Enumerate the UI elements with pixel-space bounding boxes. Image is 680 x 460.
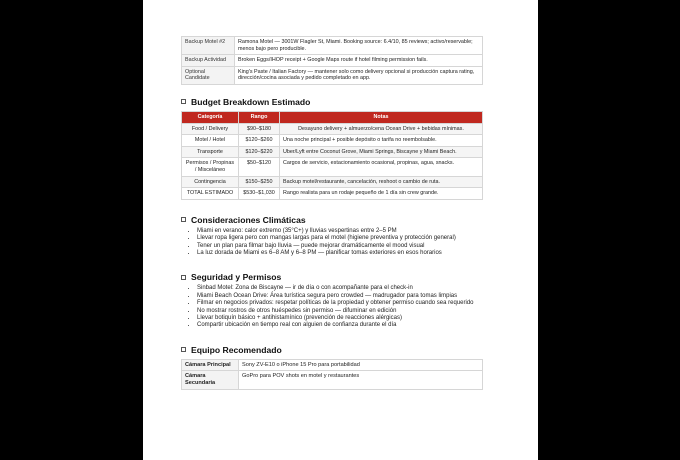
cell-category: Permisos / Propinas / Misceláneo — [182, 158, 239, 176]
cell-note: Rango realista para un rodaje pequeño de 1 día sin crew grande. — [280, 188, 483, 200]
table-row — [182, 37, 483, 55]
equipment-key: Cámara Secundaria — [182, 371, 239, 389]
row-key: Backup Motel #2 — [182, 37, 235, 55]
security-title: Seguridad y Permisos — [191, 272, 282, 283]
list-item: • Miami Beach Ocean Drive: Área turística segura pero crowded — madrugador para tomas limpias — [197, 293, 483, 300]
security-heading — [181, 272, 483, 282]
table-row-total — [182, 188, 483, 200]
table-row — [182, 371, 483, 389]
climate-heading — [181, 215, 483, 225]
table-row — [182, 123, 483, 135]
table-row — [182, 135, 483, 147]
budget-table — [181, 111, 483, 200]
row-key: Backup Actividad — [182, 55, 235, 67]
list-item: • La luz dorada de Miami es 6–8 AM y 6–8 PM — planificar tomas exteriores en esos horarios — [197, 250, 483, 257]
table-row — [182, 359, 483, 371]
climate-title: Consideraciones Climáticas — [191, 214, 306, 225]
budget-heading — [181, 97, 483, 107]
table-row — [182, 66, 483, 84]
row-value: Broken Eggs/IHOP receipt + Google Maps route if hotel filming permission fails. — [235, 55, 483, 67]
table-row — [182, 176, 483, 188]
list-item: • Llevar ropa ligera pero con mangas largas para el motel (higiene preventiva y protección general) — [197, 235, 483, 242]
checkbox-icon — [181, 275, 186, 280]
row-key: Optional Candidate — [182, 66, 235, 84]
cell-range: $50–$120 — [239, 158, 280, 176]
table-row — [182, 146, 483, 158]
list-item: • Filmar en negocios privados: respetar políticas de la propiedad y obtener permiso cuando sea requerido — [197, 300, 483, 307]
header-notes: Notas — [280, 111, 483, 123]
cell-category: TOTAL ESTIMADO — [182, 188, 239, 200]
row-value: King's Paste / Italian Factory — mantener solo como delivery opcional si producción captura rating, dirección/cocina asociada y pedido completado en app. — [235, 66, 483, 84]
cell-category: Transporte — [182, 146, 239, 158]
list-item: • Miami en verano: calor extremo (35°C+) y lluvias vespertinas entre 2–5 PM — [197, 228, 483, 235]
list-item: • Sinbad Motel: Zona de Biscayne — ir de día o con acompañante para el check-in — [197, 285, 483, 292]
cell-range: $90–$180 — [239, 123, 280, 135]
cell-note: Backup motel/restaurante, cancelación, reshoot o cambio de ruta. — [280, 176, 483, 188]
cell-note: Uber/Lyft entre Coconut Grove, Miami Springs, Biscayne y Miami Beach. — [280, 146, 483, 158]
document-content — [181, 36, 483, 390]
equipment-table — [181, 359, 483, 390]
cell-note: Cargos de servicio, estacionamiento ocasional, propinas, agua, snacks. — [280, 158, 483, 176]
cell-category: Motel / Hotel — [182, 135, 239, 147]
checkbox-icon — [181, 217, 186, 222]
list-item: • No mostrar rostros de otros huéspedes sin permiso — difuminar en edición — [197, 308, 483, 315]
cell-range: $120–$260 — [239, 135, 280, 147]
cell-range: $530–$1,030 — [239, 188, 280, 200]
list-item: • Llevar botiquín básico + antihistamínico (prevención de reacciones alérgicas) — [197, 315, 483, 322]
equipment-value: GoPro para POV shots en motel y restaurantes — [239, 371, 483, 389]
equipment-title: Equipo Recomendado — [191, 344, 282, 355]
header-category: Categoría — [182, 111, 239, 123]
row-value: Ramona Motel — 3001W Flagler St, Miami. Booking source: 6.4/10, 85 reviews; activo/reservable; menos bajo pero producible. — [235, 37, 483, 55]
equipment-value: Sony ZV-E10 o iPhone 15 Pro para portabilidad — [239, 359, 483, 371]
header-range: Rango — [239, 111, 280, 123]
checkbox-icon — [181, 347, 186, 352]
cell-note: Desayuno delivery + almuerzo/cena Ocean Drive + bebidas mínimas. — [280, 123, 483, 135]
budget-title: Budget Breakdown Estimado — [191, 96, 311, 107]
cell-category: Food / Delivery — [182, 123, 239, 135]
table-row — [182, 158, 483, 176]
cell-range: $120–$220 — [239, 146, 280, 158]
cell-category: Contingencia — [182, 176, 239, 188]
cell-range: $150–$250 — [239, 176, 280, 188]
equipment-key: Cámara Principal — [182, 359, 239, 371]
table-row — [182, 55, 483, 67]
document-page — [143, 0, 538, 460]
backup-table — [181, 36, 483, 85]
climate-list — [181, 228, 483, 258]
equipment-heading — [181, 345, 483, 355]
security-list — [181, 285, 483, 329]
cell-note: Una noche principal + posible depósito o tarifa no reembolsable. — [280, 135, 483, 147]
list-item: • Compartir ubicación en tiempo real con alguien de confianza durante el día — [197, 322, 483, 329]
table-header-row — [182, 111, 483, 123]
list-item: • Tener un plan para filmar bajo lluvia — puede mejorar dramáticamente el mood visual — [197, 243, 483, 250]
checkbox-icon — [181, 99, 186, 104]
